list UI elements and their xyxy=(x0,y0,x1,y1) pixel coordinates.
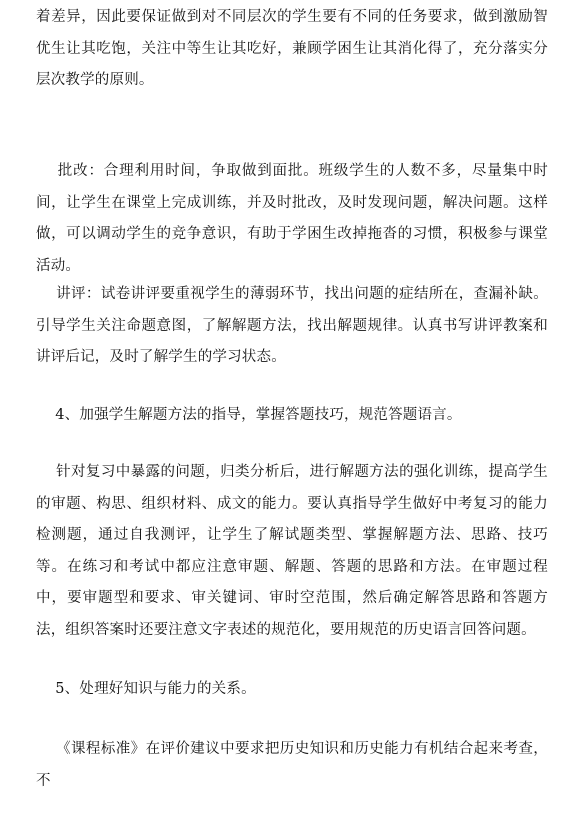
paragraph-standards: 《课程标准》在评价建议中要求把历史知识和历史能力有机结合起来考查，不 xyxy=(36,741,548,789)
heading-item-4: 4、加强学生解题方法的指导，掌握答题技巧，规范答题语言。 xyxy=(36,407,462,423)
paragraph-review: 讲评：试卷讲评要重视学生的薄弱环节，找出问题的症结所在，查漏补缺。引导学生关注命题意图，了解解题方法，找出解题规律。认真书写讲评教案和讲评后记，及时了解学生的学习状态。 xyxy=(36,286,548,365)
paragraph-continuation: 着差异，因此要保证做到对不同层次的学生要有不同的任务要求，做到激励智优生让其吃饱，关注中等生让其吃好，兼顾学困生让其消化得了，充分落实分层次教学的原则。 xyxy=(36,9,548,88)
paragraph-methods: 针对复习中暴露的问题，归类分析后，进行解题方法的强化训练，提高学生的审题、构思、组织材料、成文的能力。要认真指导学生做好中考复习的能力检测题，通过自我测评，让学生了解试题类型、掌握解题方法、思路、技巧等。在练习和考试中都应注意审题、解题、答题的思路和方法。在审题过程中，要审题型和要求、审关键词、审时空范围，然后确定解答思路和答题方法，组织答案时还要注意文字表述的规范化，要用规范的历史语言回答问题。 xyxy=(36,464,548,638)
heading-item-5: 5、处理好知识与能力的关系。 xyxy=(36,681,256,697)
paragraph-grading: 批改：合理利用时间，争取做到面批。班级学生的人数不多，尽量集中时间，让学生在课堂上完成训练，并及时批改，及时发现问题，解决问题。这样做，可以调动学生的竞争意识，有助于学困生改掉拖沓的习惯，积极参与课堂活动。 xyxy=(36,163,548,274)
